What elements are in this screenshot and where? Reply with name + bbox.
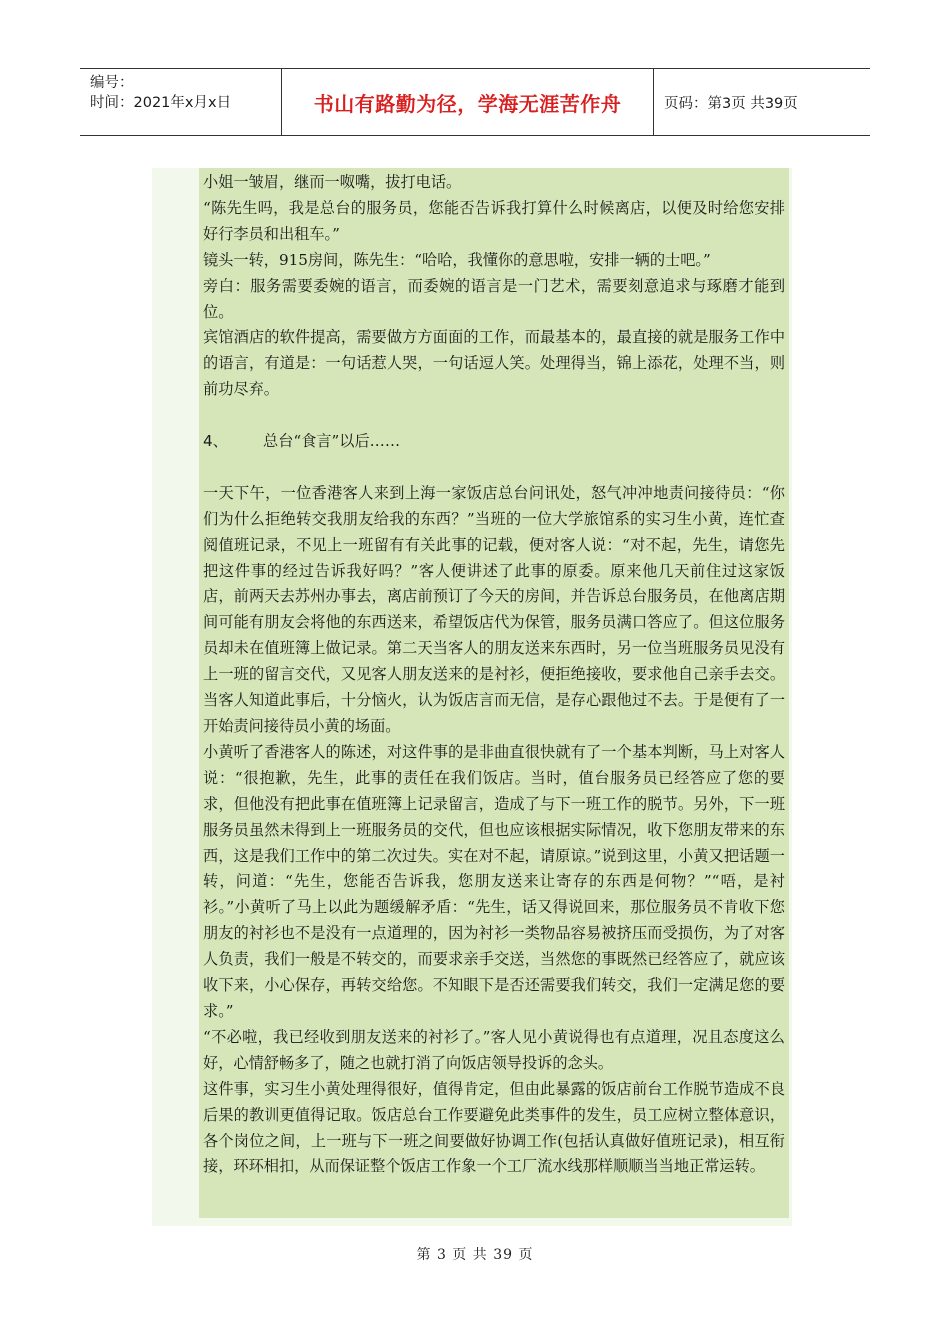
header-page-cell [654, 69, 870, 135]
header-page-number: 页码：第3页 共39页 [664, 95, 798, 112]
paragraph: 旁白：服务需要委婉的语言，而委婉的语言是一门艺术，需要刻意追求与琢磨才能到位。 [203, 276, 785, 321]
section-title: 总台“食言”以后…… [263, 432, 401, 451]
section-heading [203, 429, 785, 455]
paragraph: 这件事，实习生小黄处理得很好，值得肯定，但由此暴露的饭店前台工作脱节造成不良后果的教训更值得记取。饭店总台工作要避免此类事件的发生，员工应树立整体意识，各个岗位之间，上一班与下一班之间要做好协调工作(包括认真做好值班记录)，相互衔接，环环相扣，从而保证整个饭店工作象一个工厂流水线那样顺顺当当地正常运转。 [203, 1079, 785, 1176]
paragraph: “不必啦，我已经收到朋友送来的衬衫了。”客人见小黄说得也有点道理，况且态度这么好，心情舒畅多了，随之也就打消了向饭店领导投诉的念头。 [203, 1027, 785, 1072]
highlighted-text-block [199, 168, 789, 1218]
page-footer: 第 3 页 共 39 页 [416, 1247, 534, 1263]
content-area [152, 168, 792, 1226]
paragraph: 一天下午，一位香港客人来到上海一家饭店总台问讯处，怒气冲冲地责问接待员：“你们为什么拒绝转交我朋友给我的东西？”当班的一位大学旅馆系的实习生小黄，连忙查阅值班记录，不见上一班留有有关此事的记载，便对客人说：“对不起，先生，请您先把这件事的经过告诉我好吗？”客人便讲述了此事的原委。原来他几天前住过这家饭店，前两天去苏州办事去，离店前预订了今天的房间，并告诉总台服务员，在他离店期间可能有朋友会将他的东西送来，希望饭店代为保管，服务员满口答应了。但这位服务员却未在值班簿上做记录。第二天当客人的朋友送来东西时，另一位当班服务员见没有上一班的留言交代，又见客人朋友送来的是衬衫，便拒绝接收，要求他自己亲手去交。当客人知道此事后，十分恼火，认为饭店言而无信，是存心跟他过不去。于是便有了一开始责问接待员小黄的场面。 [203, 483, 785, 735]
spacer [203, 403, 785, 429]
document-date-label: 时间：2021年x月x日 [90, 95, 232, 111]
header-motto-cell [282, 69, 654, 135]
section-number: 4、 [203, 432, 228, 451]
paragraph: 宾馆酒店的软件提高，需要做方方面面的工作，而最基本的，最直接的就是服务工作中的语言，有道是：一句话惹人哭，一句话逗人笑。处理得当，锦上添花，处理不当，则前功尽弃。 [203, 328, 785, 399]
paragraph: 镜头一转，915房间，陈先生：“哈哈，我懂你的意思啦，安排一辆的士吧。” [203, 250, 711, 269]
page-header [80, 68, 870, 136]
paragraph: “陈先生吗，我是总台的服务员，您能否告诉我打算什么时候离店，以便及时给您安排好行李员和出租车。” [203, 198, 785, 243]
document-code-label: 编号： [90, 75, 134, 91]
header-meta [80, 69, 282, 135]
paragraph: 小黄听了香港客人的陈述，对这件事的是非曲直很快就有了一个基本判断，马上对客人说：“很抱歉，先生，此事的责任在我们饭店。当时，值台服务员已经答应了您的要求，但他没有把此事在值班簿上记录留言，造成了与下一班工作的脱节。另外，下一班服务员虽然未得到上一班服务员的交代，但也应该根据实际情况，收下您朋友带来的东西，这是我们工作中的第二次过失。实在对不起，请原谅。”说到这里，小黄又把话题一转，问道：“先生，您能否告诉我，您朋友送来让寄存的东西是何物？”“唔，是衬衫。”小黄听了马上以此为题缓解矛盾：“先生，话又得说回来，那位服务员不肯收下您朋友的衬衫也不是没有一点道理的，因为衬衫一类物品容易被挤压而受损伤，为了对客人负责，我们一般是不转交的，而要求亲手交送，当然您的事既然已经答应了，就应该收下来，小心保存，再转交给您。不知眼下是否还需要我们转交，我们一定满足您的要求。” [203, 742, 785, 1020]
spacer [203, 455, 785, 481]
header-motto: 书山有路勤为径，学海无涯苦作舟 [313, 91, 622, 116]
paragraph: 小姐一皱眉，继而一呶嘴，拔打电话。 [203, 173, 462, 191]
